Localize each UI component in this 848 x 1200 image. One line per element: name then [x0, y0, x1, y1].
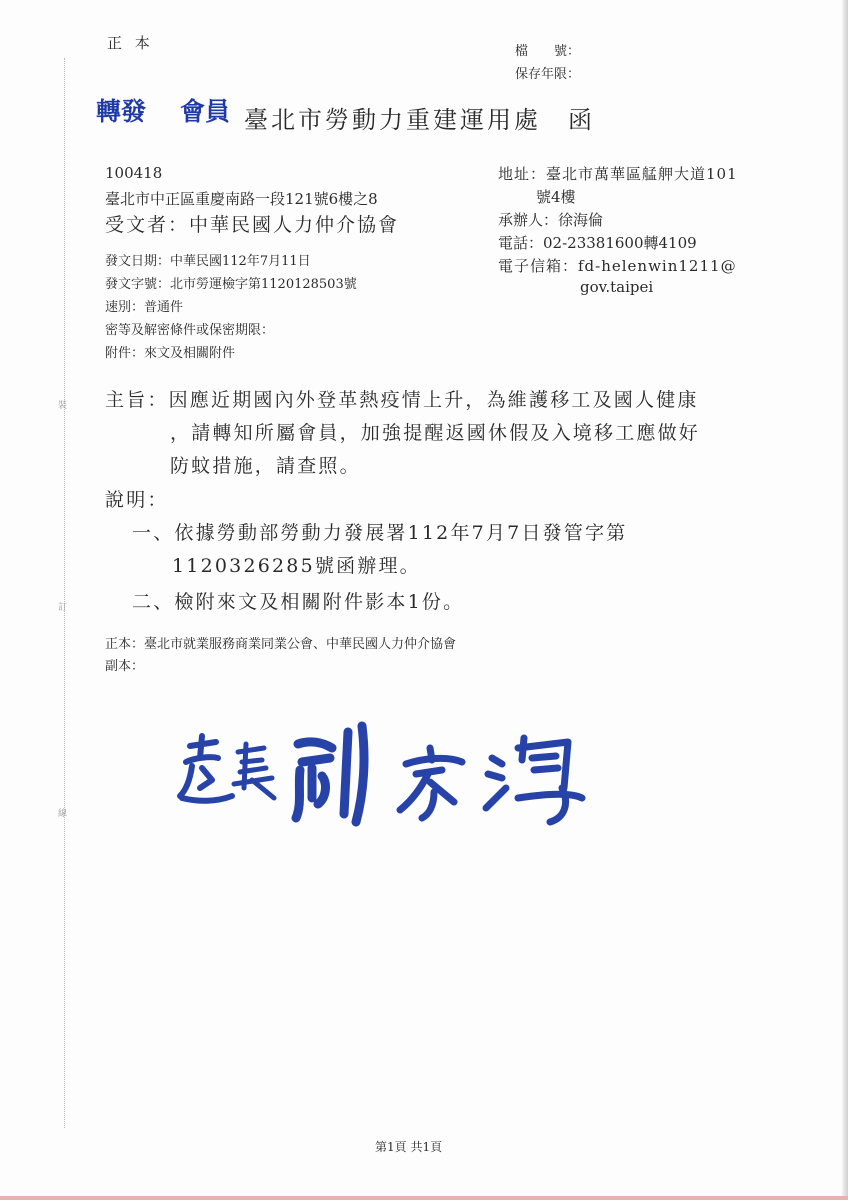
- contact-email-line1: 電子信箱：fd-helenwin1211@: [498, 257, 737, 275]
- explanation-item-1-line-1: 一、依據勞動部勞動力發展署112年7月7日發管字第: [132, 522, 628, 544]
- retention-label: 保存年限：: [515, 67, 581, 82]
- binding-mark-bind: 裝: [58, 401, 68, 411]
- contact-address-line1: 地址：臺北市萬華區艋舺大道101: [498, 165, 738, 183]
- secrecy-level: 密等及解密條件或保密期限：: [105, 323, 275, 338]
- explanation-item-1-line-2: 1120326285號函辦理。: [172, 555, 421, 577]
- distribution-copy: 副本：: [105, 659, 145, 674]
- page-footer: 第1頁 共1頁: [375, 1140, 443, 1154]
- subject-line-1: 主旨：因應近期國內外登革熱疫情上升，為維護移工及國人健康: [105, 389, 699, 411]
- delivery-speed: 速別：普通件: [105, 300, 184, 315]
- subject-line-2: ，請轉知所屬會員，加強提醒返國休假及入境移工應做好: [170, 422, 701, 444]
- director-signature: [172, 718, 602, 832]
- contact-address-line2: 號4樓: [536, 188, 576, 206]
- file-number-label: 檔 號：: [515, 44, 581, 59]
- copy-mark: 正 本: [107, 34, 154, 52]
- contact-phone: 電話：02-23381600轉4109: [498, 234, 697, 252]
- recipient: 受文者：中華民國人力仲介協會: [105, 214, 400, 236]
- binding-mark-line: 線: [58, 809, 68, 819]
- binding-mark-stitch: 訂: [58, 603, 68, 613]
- binding-line: [64, 58, 65, 1128]
- issue-date: 發文日期：中華民國112年7月11日: [105, 254, 311, 269]
- explanation-heading: 說明：: [105, 489, 169, 511]
- contact-handler: 承辦人：徐海倫: [498, 211, 604, 229]
- issuer-title: 臺北市勞動力重建運用處 函: [244, 106, 595, 134]
- member-stamp: 會員: [180, 97, 231, 126]
- document-number: 發文字號：北市勞運檢字第1120128503號: [105, 277, 357, 292]
- subject-line-3: 防蚊措施，請查照。: [170, 455, 361, 477]
- recipient-address: 臺北市中正區重慶南路一段121號6樓之8: [105, 190, 378, 208]
- forward-stamp: 轉發: [96, 97, 147, 126]
- signature-image: [172, 718, 602, 828]
- contact-email-line2: gov.taipei: [580, 278, 654, 296]
- page-edge: [842, 0, 848, 1200]
- page-bottom-edge: [0, 1196, 848, 1200]
- explanation-item-2: 二、檢附來文及相關附件影本1份。: [132, 591, 465, 613]
- distribution-original: 正本：臺北市就業服務商業同業公會、中華民國人力仲介協會: [105, 637, 457, 652]
- postal-code: 100418: [105, 164, 163, 182]
- attachment: 附件：來文及相關附件: [105, 346, 236, 361]
